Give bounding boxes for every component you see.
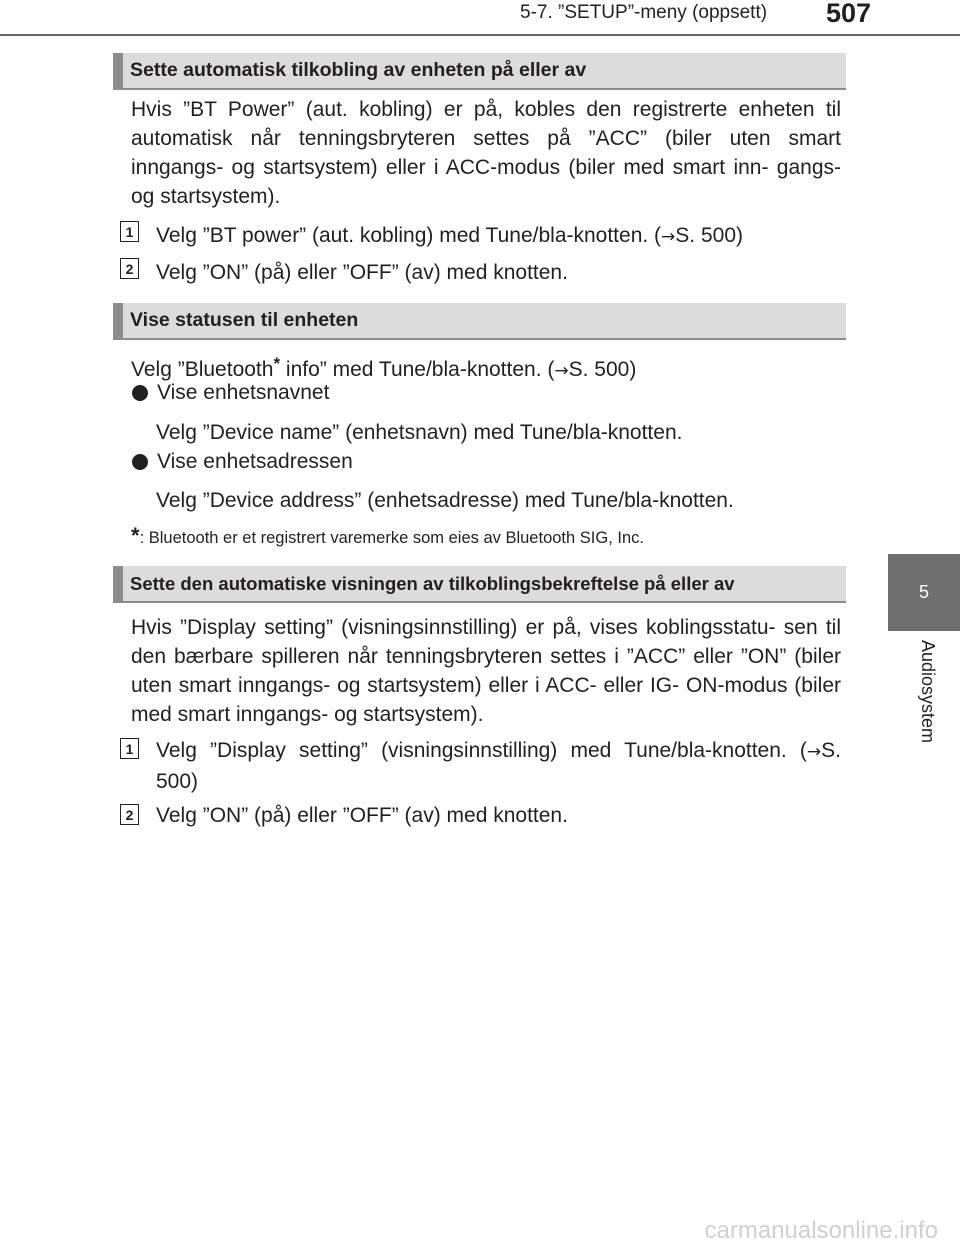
section-body-display-setting: Hvis ”Display setting” (visningsinnstilling) er på, vises koblingsstatu- sen til den bærbare spilleren når tenningsbryteren settes i ”ACC” eller ”ON” (biler uten smart inngangs- og startsystem) eller i ACC- eller IG- ON-modus (biler med smart inngangs- og startsystem). bbox=[131, 616, 841, 726]
step-text: Velg ”ON” (på) eller ”OFF” (av) med knotten. bbox=[156, 804, 568, 827]
step-text: Velg ”BT power” (aut. kobling) med Tune/bla-knotten. (→S. 500) bbox=[156, 224, 744, 247]
bullet-title: Vise enhetsnavnet bbox=[157, 381, 330, 404]
running-header-title: 5-7. ”SETUP”-meny (oppsett) bbox=[520, 2, 768, 23]
heading-bar bbox=[113, 303, 123, 338]
section-heading-text: Sette automatisk tilkobling av enheten på eller av bbox=[130, 59, 587, 81]
bullet-text: Velg ”Device name” (enhetsnavn) med Tune/bla-knotten. bbox=[156, 421, 683, 444]
section-intro: Velg ”Bluetooth* info” med Tune/bla-knotten. (→S. 500) bbox=[131, 354, 637, 381]
section-heading-device-status bbox=[113, 303, 846, 340]
arrow-right-icon: → bbox=[806, 742, 822, 762]
heading-bar bbox=[113, 566, 123, 601]
watermark: carmanualsonline.info bbox=[704, 1217, 938, 1244]
arrow-right-icon: → bbox=[661, 227, 676, 247]
step-number-box: 1 bbox=[120, 221, 139, 242]
section-heading-auto-connect bbox=[113, 53, 846, 90]
bullet-title: Vise enhetsadressen bbox=[157, 450, 353, 473]
heading-bar bbox=[113, 53, 123, 88]
bullet-icon bbox=[132, 385, 148, 401]
footnote-marker: * bbox=[273, 354, 281, 373]
section-body-auto-connect: Hvis ”BT Power” (aut. kobling) er på, kobles den registrerte enheten til automatisk når tenningsbryteren settes på ”ACC” (biler uten smart inngangs- og startsystem) eller i ACC-modus (biler med smart inn- gangs- og startsystem). bbox=[131, 98, 841, 208]
footnote: *: Bluetooth er et registrert varemerke som eies av Bluetooth SIG, Inc. bbox=[131, 523, 644, 548]
footnote-marker: * bbox=[131, 523, 140, 548]
bullet-icon bbox=[132, 454, 148, 470]
chapter-label: Audiosystem bbox=[918, 640, 938, 744]
section-heading-text: Vise statusen til enheten bbox=[130, 309, 359, 331]
page-number: 507 bbox=[826, 0, 872, 28]
step-number-box: 2 bbox=[120, 804, 139, 825]
section-heading-display-setting bbox=[113, 566, 846, 603]
header-rule bbox=[0, 34, 960, 36]
step-text: Velg ”ON” (på) eller ”OFF” (av) med knotten. bbox=[156, 261, 568, 284]
section-heading-text: Sette den automatiske visningen av tilkoblingsbekreftelse på eller av bbox=[130, 572, 735, 594]
step-number-box: 2 bbox=[120, 258, 139, 279]
step-number-box: 1 bbox=[120, 738, 139, 759]
chapter-number: 5 bbox=[918, 582, 929, 602]
step-text: Velg ”Display setting” (visningsinnstilling) med Tune/bla-knotten. (→S. 500) bbox=[156, 739, 841, 793]
chapter-tab bbox=[888, 554, 960, 631]
arrow-right-icon: → bbox=[554, 361, 569, 381]
bullet-text: Velg ”Device address” (enhetsadresse) med Tune/bla-knotten. bbox=[156, 489, 734, 512]
